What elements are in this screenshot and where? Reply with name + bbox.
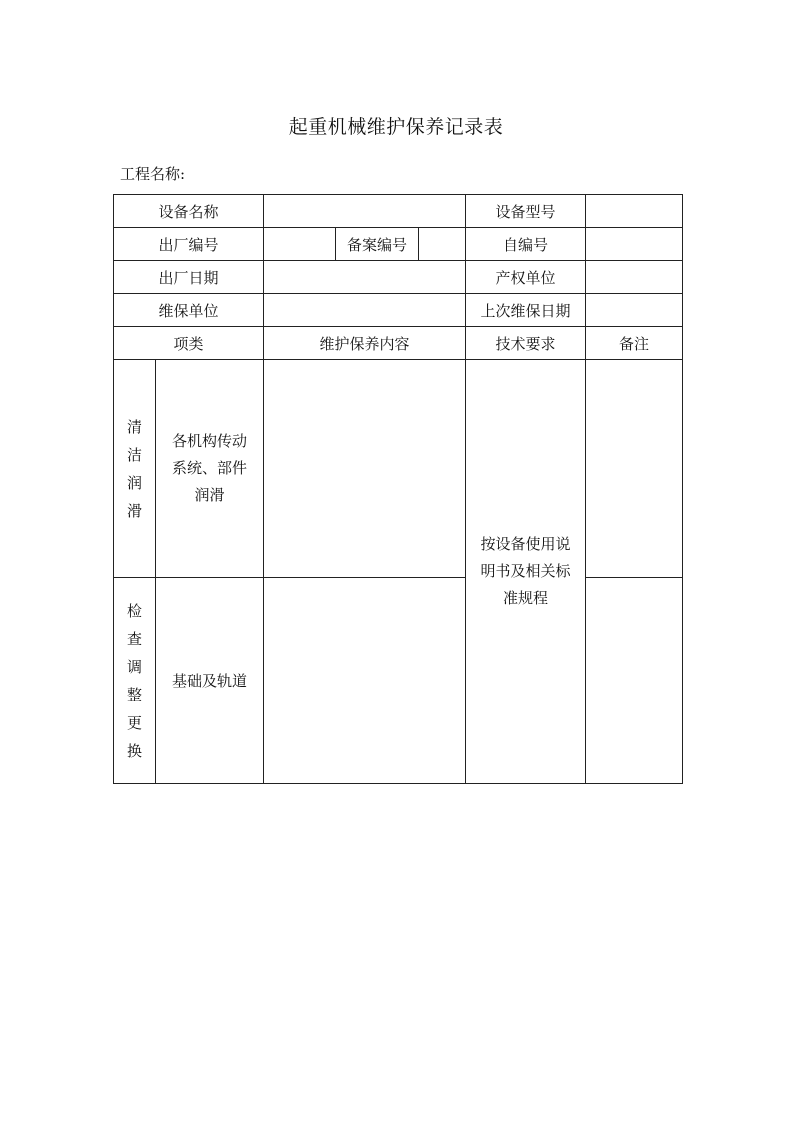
device-name-label: 设备名称 xyxy=(114,195,264,228)
device-model-value[interactable] xyxy=(586,195,683,228)
device-name-value[interactable] xyxy=(264,195,466,228)
table-header-row xyxy=(114,327,683,360)
property-unit-label: 产权单位 xyxy=(466,261,586,294)
item-label: 基础及轨道 xyxy=(172,672,248,690)
last-maintenance-date-value[interactable] xyxy=(586,294,683,327)
item-label: 各机构传动系统、部件润滑 xyxy=(171,432,247,504)
maintenance-unit-label: 维保单位 xyxy=(114,294,264,327)
category-cell xyxy=(114,360,156,578)
table-row xyxy=(114,195,683,228)
maintenance-unit-value[interactable] xyxy=(264,294,466,327)
category-label: 清洁润滑 xyxy=(126,417,142,520)
tech-requirement-cell xyxy=(466,360,586,784)
item-cell xyxy=(156,578,264,784)
factory-date-label: 出厂日期 xyxy=(114,261,264,294)
table-row xyxy=(114,360,683,578)
project-name-label: 工程名称: xyxy=(120,165,186,183)
table-row xyxy=(114,578,683,784)
table-row xyxy=(114,294,683,327)
record-number-value[interactable] xyxy=(419,228,466,261)
content-cell[interactable] xyxy=(264,578,466,784)
page-title: 起重机械维护保养记录表 xyxy=(288,116,504,138)
last-maintenance-date-label: 上次维保日期 xyxy=(466,294,586,327)
remarks-cell[interactable] xyxy=(586,360,683,578)
factory-date-value[interactable] xyxy=(264,261,466,294)
header-content: 维护保养内容 xyxy=(264,327,466,360)
table-row xyxy=(114,228,683,261)
self-number-value[interactable] xyxy=(586,228,683,261)
remarks-cell[interactable] xyxy=(586,578,683,784)
factory-number-label: 出厂编号 xyxy=(114,228,264,261)
tech-requirement-text: 按设备使用说明书及相关标准规程 xyxy=(480,535,571,607)
category-label: 检查调整更换 xyxy=(126,601,142,760)
record-number-label: 备案编号 xyxy=(336,228,419,261)
table-row xyxy=(114,261,683,294)
maintenance-record-table xyxy=(113,194,683,784)
factory-number-value[interactable] xyxy=(264,228,336,261)
category-cell xyxy=(114,578,156,784)
device-model-label: 设备型号 xyxy=(466,195,586,228)
self-number-label: 自编号 xyxy=(466,228,586,261)
header-item-type: 项类 xyxy=(114,327,264,360)
content-cell[interactable] xyxy=(264,360,466,578)
property-unit-value[interactable] xyxy=(586,261,683,294)
item-cell xyxy=(156,360,264,578)
header-tech-requirement: 技术要求 xyxy=(466,327,586,360)
header-remarks: 备注 xyxy=(586,327,683,360)
